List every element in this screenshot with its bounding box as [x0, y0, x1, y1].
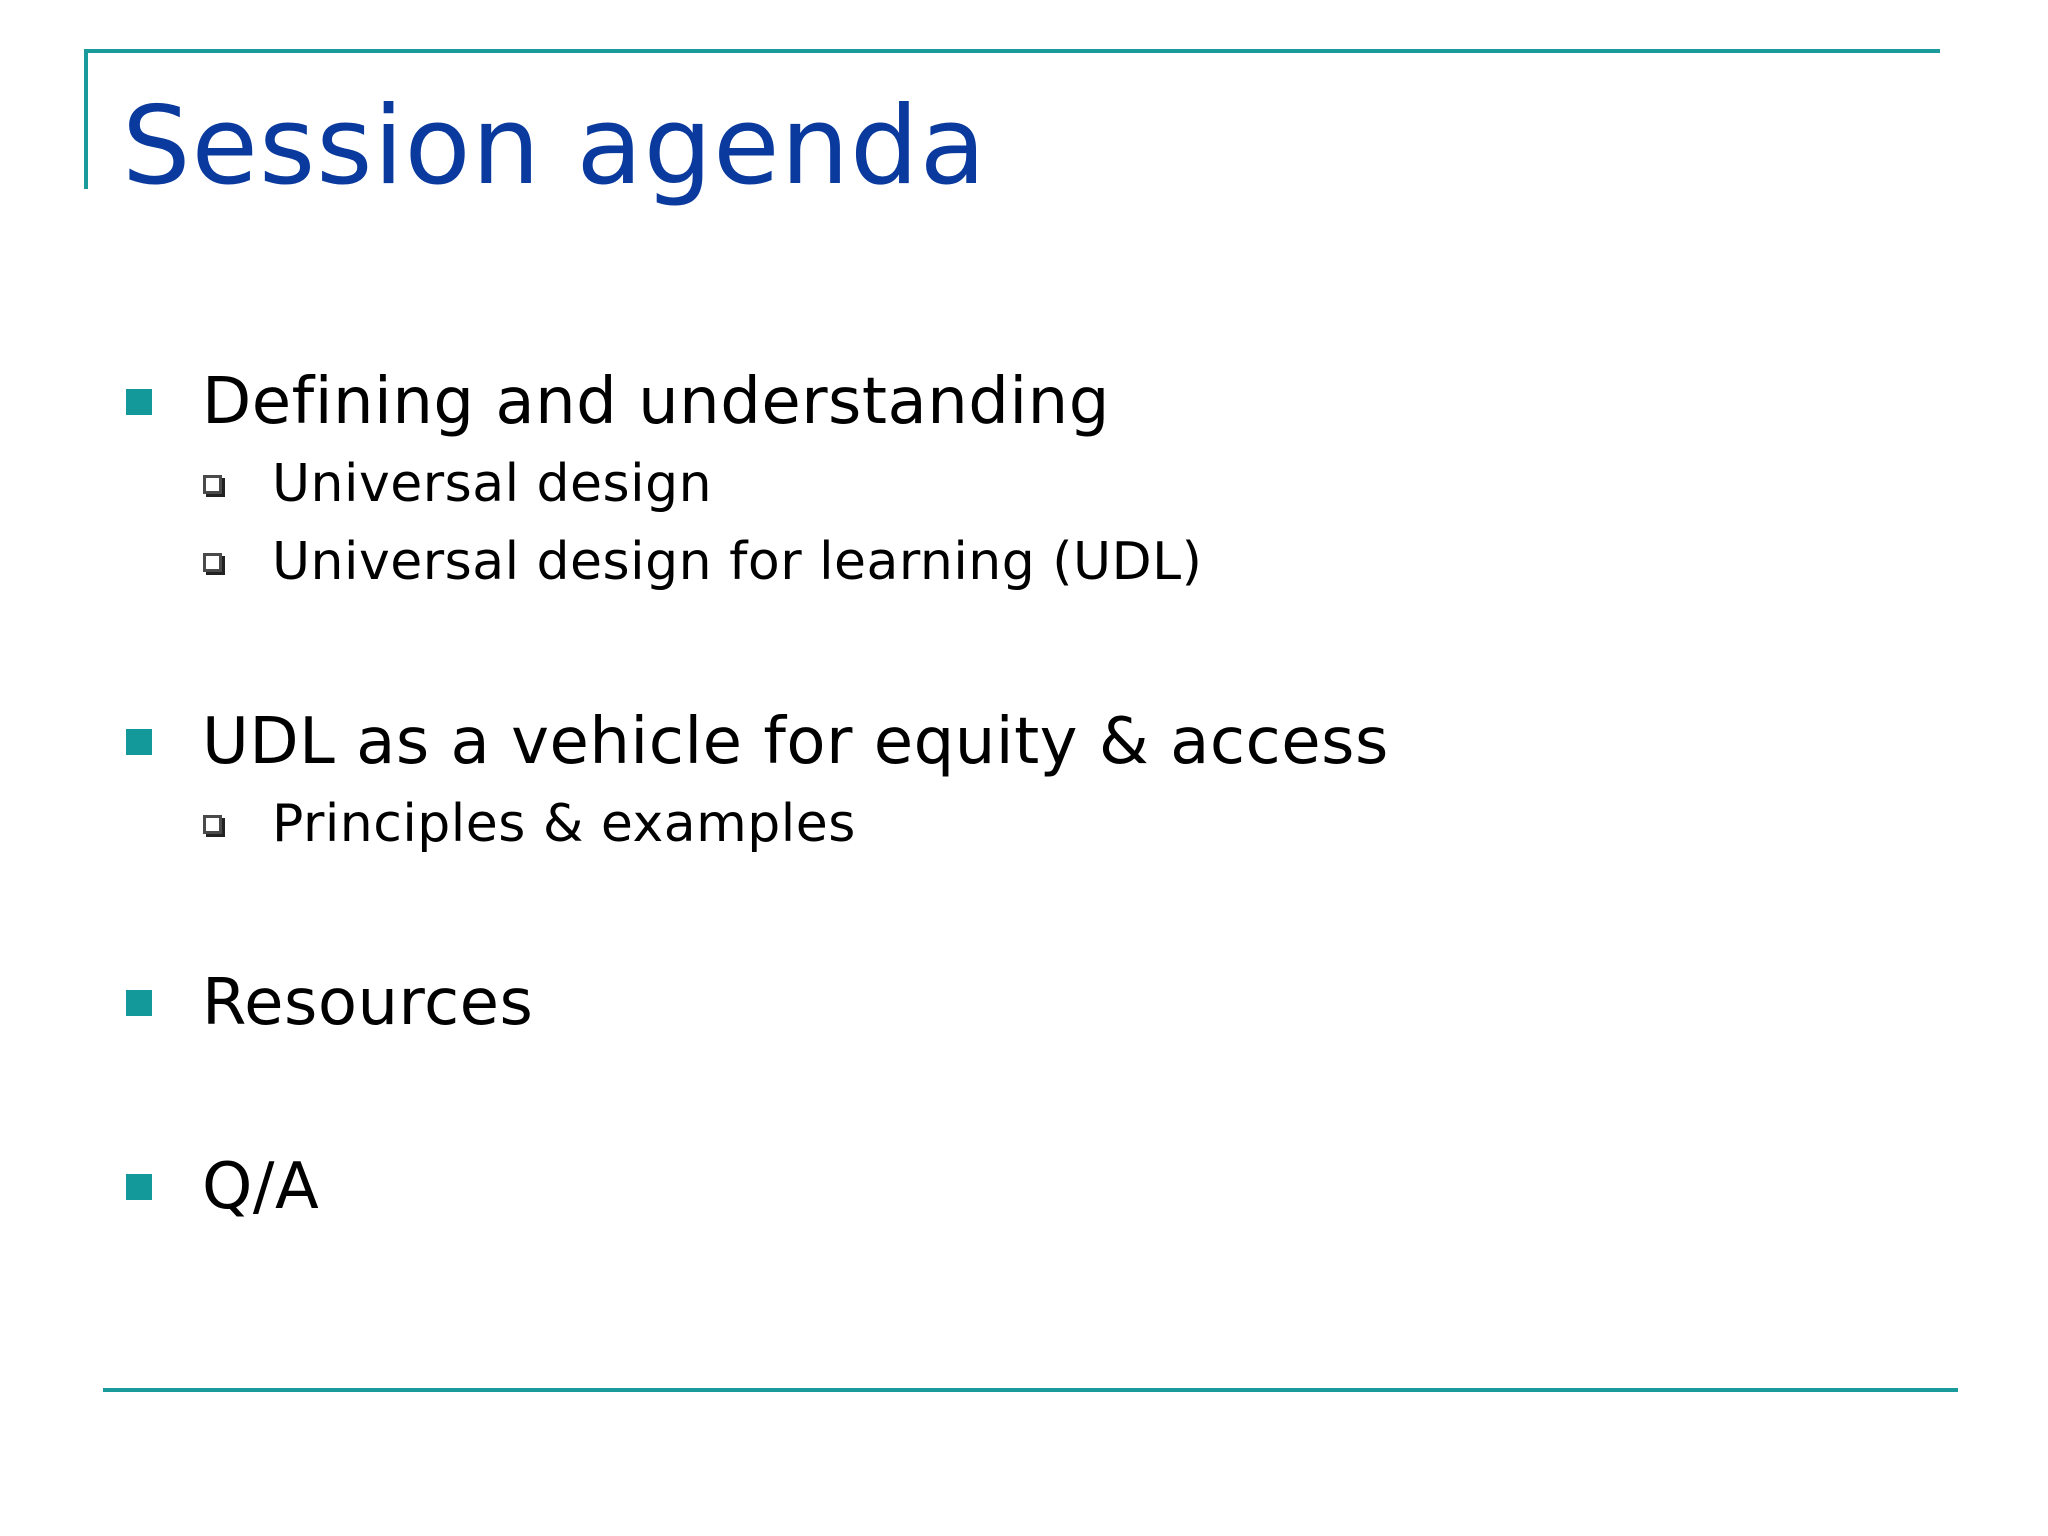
agenda-subitem — [203, 792, 856, 856]
agenda-item-label: Resources — [202, 966, 534, 1040]
agenda-item-label: Q/A — [202, 1150, 320, 1224]
slide-title: Session agenda — [122, 84, 987, 209]
agenda-item — [126, 963, 533, 1043]
agenda-subitem — [203, 452, 712, 516]
agenda-item — [126, 1147, 319, 1227]
agenda-subitem — [203, 530, 1202, 594]
square-bullet-icon — [126, 990, 152, 1016]
agenda-item-label: UDL as a vehicle for equity & access — [202, 705, 1389, 779]
checkbox-bullet-icon — [203, 475, 222, 494]
square-bullet-icon — [126, 389, 152, 415]
agenda-subitem-label: Universal design for learning (UDL) — [272, 532, 1203, 592]
checkbox-bullet-icon — [203, 815, 222, 834]
checkbox-bullet-icon — [203, 553, 222, 572]
agenda-item — [126, 362, 1110, 442]
title-accent-bar — [84, 49, 88, 189]
square-bullet-icon — [126, 1174, 152, 1200]
agenda-item — [126, 702, 1389, 782]
agenda-item-label: Defining and understanding — [202, 365, 1110, 439]
top-divider — [84, 49, 1940, 53]
agenda-subitem-label: Principles & examples — [272, 794, 856, 854]
square-bullet-icon — [126, 729, 152, 755]
bottom-divider — [103, 1388, 1958, 1392]
agenda-subitem-label: Universal design — [272, 454, 713, 514]
